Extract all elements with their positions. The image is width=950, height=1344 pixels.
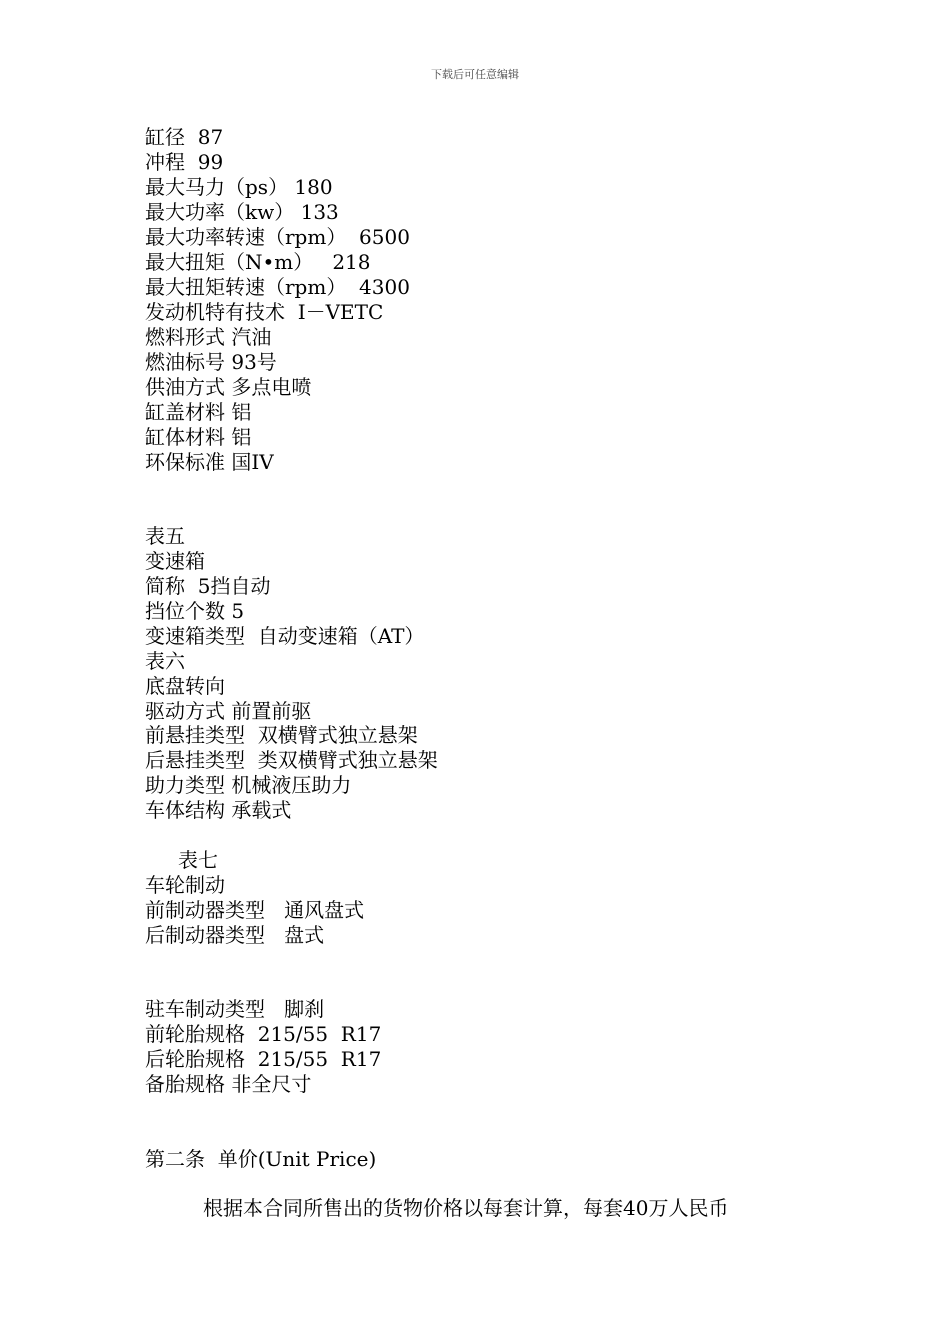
spec-front-suspension: 前悬挂类型 双横臂式独立悬架 bbox=[145, 723, 418, 747]
page-header: 下载后可任意编辑 bbox=[431, 68, 519, 81]
spec-fuel-type: 燃料形式 汽油 bbox=[145, 325, 272, 349]
section-chassis: 底盘转向 bbox=[145, 674, 225, 698]
spec-bore: 缸径 87 bbox=[145, 125, 224, 149]
spec-max-power: 最大功率（kw） 133 bbox=[145, 200, 339, 224]
spec-rear-brake: 后制动器类型 盘式 bbox=[145, 923, 325, 947]
article-2-heading: 第二条 单价(Unit Price) bbox=[145, 1147, 377, 1171]
spec-gearbox-short: 简称 5挡自动 bbox=[145, 574, 271, 598]
section-wheel-brake: 车轮制动 bbox=[145, 873, 225, 897]
table-5-title: 表五 bbox=[145, 524, 185, 548]
unit-price-paragraph: 根据本合同所售出的货物价格以每套计算，每套40万人民币 bbox=[203, 1196, 729, 1220]
table-7-title: 表七 bbox=[178, 848, 218, 872]
spec-engine-tech: 发动机特有技术 I－VETC bbox=[145, 300, 384, 324]
spec-stroke: 冲程 99 bbox=[145, 150, 224, 174]
spec-body-structure: 车体结构 承载式 bbox=[145, 798, 292, 822]
spec-head-material: 缸盖材料 铝 bbox=[145, 400, 252, 424]
spec-rear-suspension: 后悬挂类型 类双横臂式独立悬架 bbox=[145, 748, 438, 772]
table-6-title: 表六 bbox=[145, 649, 185, 673]
spec-front-tire: 前轮胎规格 215/55 R17 bbox=[145, 1022, 382, 1046]
spec-spare-tire: 备胎规格 非全尺寸 bbox=[145, 1072, 312, 1096]
spec-max-horsepower: 最大马力（ps） 180 bbox=[145, 175, 333, 199]
spec-gear-count: 挡位个数 5 bbox=[145, 599, 245, 623]
spec-parking-brake: 驻车制动类型 脚刹 bbox=[145, 997, 325, 1021]
spec-fuel-grade: 燃油标号 93号 bbox=[145, 350, 277, 374]
spec-gearbox-type: 变速箱类型 自动变速箱（AT） bbox=[145, 624, 425, 648]
spec-steering-assist: 助力类型 机械液压助力 bbox=[145, 773, 352, 797]
spec-emission-standard: 环保标准 国IV bbox=[145, 450, 274, 474]
spec-drive-mode: 驱动方式 前置前驱 bbox=[145, 699, 312, 723]
spec-front-brake: 前制动器类型 通风盘式 bbox=[145, 898, 365, 922]
spec-fuel-supply: 供油方式 多点电喷 bbox=[145, 375, 312, 399]
spec-max-torque-rpm: 最大扭矩转速（rpm） 4300 bbox=[145, 275, 410, 299]
spec-rear-tire: 后轮胎规格 215/55 R17 bbox=[145, 1047, 382, 1071]
spec-block-material: 缸体材料 铝 bbox=[145, 425, 252, 449]
spec-max-power-rpm: 最大功率转速（rpm） 6500 bbox=[145, 225, 410, 249]
spec-max-torque: 最大扭矩（N•m） 218 bbox=[145, 250, 371, 274]
section-gearbox: 变速箱 bbox=[145, 549, 205, 573]
